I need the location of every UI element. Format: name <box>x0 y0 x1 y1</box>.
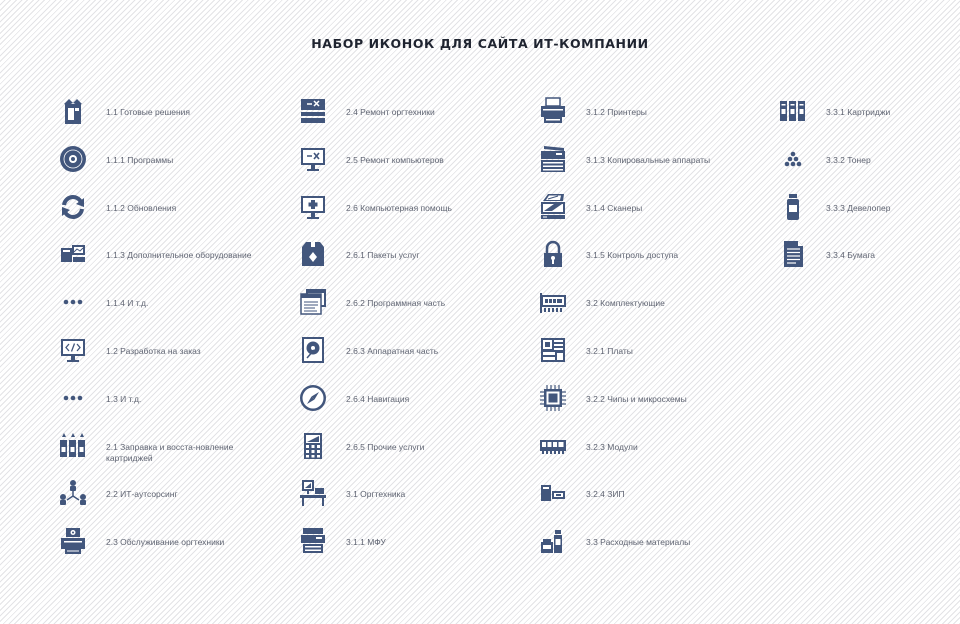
icon-label: 3.1 Оргтехника <box>346 489 406 500</box>
icon-label: 3.3 Расходные материалы <box>586 537 691 548</box>
cartridge-refill-icon <box>58 431 88 461</box>
icon-label: 1.1.2 Обновления <box>106 202 177 213</box>
icon-label: 2.6.5 Прочие услуги <box>346 441 425 452</box>
icon-item <box>298 192 538 240</box>
icon-label: 2.1 Заправка и восста-новление картриджей <box>106 441 234 463</box>
software-windows-icon <box>298 287 328 317</box>
disc-icon <box>58 144 88 174</box>
compass-icon <box>298 383 328 413</box>
paper-icon <box>778 239 808 269</box>
icon-item <box>298 335 538 383</box>
icon-label: 2.5 Ремонт компьютеров <box>346 154 444 165</box>
icon-item <box>538 287 778 335</box>
consumables-icon <box>538 526 568 556</box>
mfp-icon <box>298 526 328 556</box>
icon-label: 3.3.2 Тонер <box>826 154 871 165</box>
expansion-card-icon <box>538 287 568 317</box>
icon-label: 3.1.2 Принтеры <box>586 107 647 117</box>
icon-item <box>58 287 298 335</box>
toner-icon <box>778 144 808 174</box>
icon-label: 2.6.2 Программная часть <box>346 298 446 309</box>
icon-label: 1.1.3 Дополнительное оборудование <box>106 250 252 261</box>
icon-item <box>538 96 778 144</box>
memory-module-icon <box>538 431 568 461</box>
printer-repair-icon <box>298 96 328 126</box>
icon-item <box>298 239 538 287</box>
icon-item <box>58 478 298 526</box>
icon-label: 3.2 Комплектующие <box>586 298 665 309</box>
icon-item <box>538 239 778 287</box>
calculator-icon <box>298 431 328 461</box>
icon-item <box>298 526 538 574</box>
icon-label: 2.3 Обслуживание оргтехники <box>106 537 225 548</box>
developer-bottle-icon <box>778 192 808 222</box>
computer-repair-icon <box>298 144 328 174</box>
spare-parts-icon <box>538 478 568 508</box>
icon-item <box>298 144 538 192</box>
icon-item <box>58 144 298 192</box>
icon-item <box>58 239 298 287</box>
icon-item <box>538 383 778 431</box>
icon-item <box>778 239 960 287</box>
printer-icon <box>538 96 568 126</box>
icon-item <box>778 96 960 144</box>
icon-label: 3.3.1 Картриджи <box>826 107 891 117</box>
service-package-icon <box>298 239 328 269</box>
icon-item <box>538 431 778 479</box>
icon-label: 3.3.4 Бумага <box>826 250 876 261</box>
icon-label: 3.1.3 Копировальные аппараты <box>586 154 711 165</box>
icon-label: 2.2 ИТ-аутсорсинг <box>106 489 178 500</box>
icon-item <box>58 431 298 479</box>
icon-label: 2.6.1 Пакеты услуг <box>346 250 420 261</box>
printer-service-icon <box>58 526 88 556</box>
chip-icon <box>538 383 568 413</box>
icon-item <box>58 96 298 144</box>
scanner-icon <box>538 192 568 222</box>
icon-label: 3.1.4 Сканеры <box>586 202 643 213</box>
icon-label: 1.1 Готовые решения <box>106 107 191 117</box>
icon-item <box>298 478 538 526</box>
icon-label: 1.2 Разработка на заказ <box>106 346 201 356</box>
refresh-icon <box>58 192 88 222</box>
lock-icon <box>538 239 568 269</box>
icon-item <box>298 96 538 144</box>
page-title: НАБОР ИКОНОК ДЛЯ САЙТА ИТ-КОМПАНИИ <box>311 36 649 51</box>
icon-label: 3.2.3 Модули <box>586 441 638 452</box>
icon-item <box>778 144 960 192</box>
motherboard-icon <box>538 335 568 365</box>
icon-label: 3.2.2 Чипы и микросхемы <box>586 393 687 404</box>
icon-label: 1.1.1 Программы <box>106 154 174 165</box>
cartridges-icon <box>778 96 808 126</box>
icon-item <box>58 192 298 240</box>
icon-label: 2.4 Ремонт оргтехники <box>346 107 435 117</box>
icon-label: 1.1.4 И т.д. <box>106 298 149 309</box>
copier-icon <box>538 144 568 174</box>
dots-icon <box>58 383 88 413</box>
dots-icon <box>58 287 88 317</box>
icon-item <box>538 526 778 574</box>
icon-item <box>298 383 538 431</box>
icon-item <box>538 335 778 383</box>
office-desk-icon <box>298 478 328 508</box>
hard-drive-icon <box>298 335 328 365</box>
icon-label: 2.6.3 Аппаратная часть <box>346 346 439 356</box>
icon-label: 2.6.4 Навигация <box>346 393 410 404</box>
icon-item <box>298 287 538 335</box>
computer-help-icon <box>298 192 328 222</box>
icon-label: 3.2.1 Платы <box>586 346 633 356</box>
icon-label: 3.3.3 Девелопер <box>826 202 891 213</box>
code-monitor-icon <box>58 335 88 365</box>
boxed-solution-icon <box>58 96 88 126</box>
icon-label: 1.3 И т.д. <box>106 393 142 404</box>
icon-label: 2.6 Компьютерная помощь <box>346 202 452 213</box>
icon-label: 3.1.5 Контроль доступа <box>586 250 679 261</box>
icon-label: 3.1.1 МФУ <box>346 537 386 548</box>
icon-item <box>538 144 778 192</box>
equipment-icon <box>58 239 88 269</box>
icon-item <box>58 383 298 431</box>
icon-item <box>538 478 778 526</box>
icon-item <box>58 526 298 574</box>
icon-item <box>298 431 538 479</box>
icon-item <box>778 192 960 240</box>
icon-item <box>58 335 298 383</box>
outsourcing-icon <box>58 478 88 508</box>
icon-item <box>538 192 778 240</box>
icon-label: 3.2.4 ЗИП <box>586 489 625 500</box>
